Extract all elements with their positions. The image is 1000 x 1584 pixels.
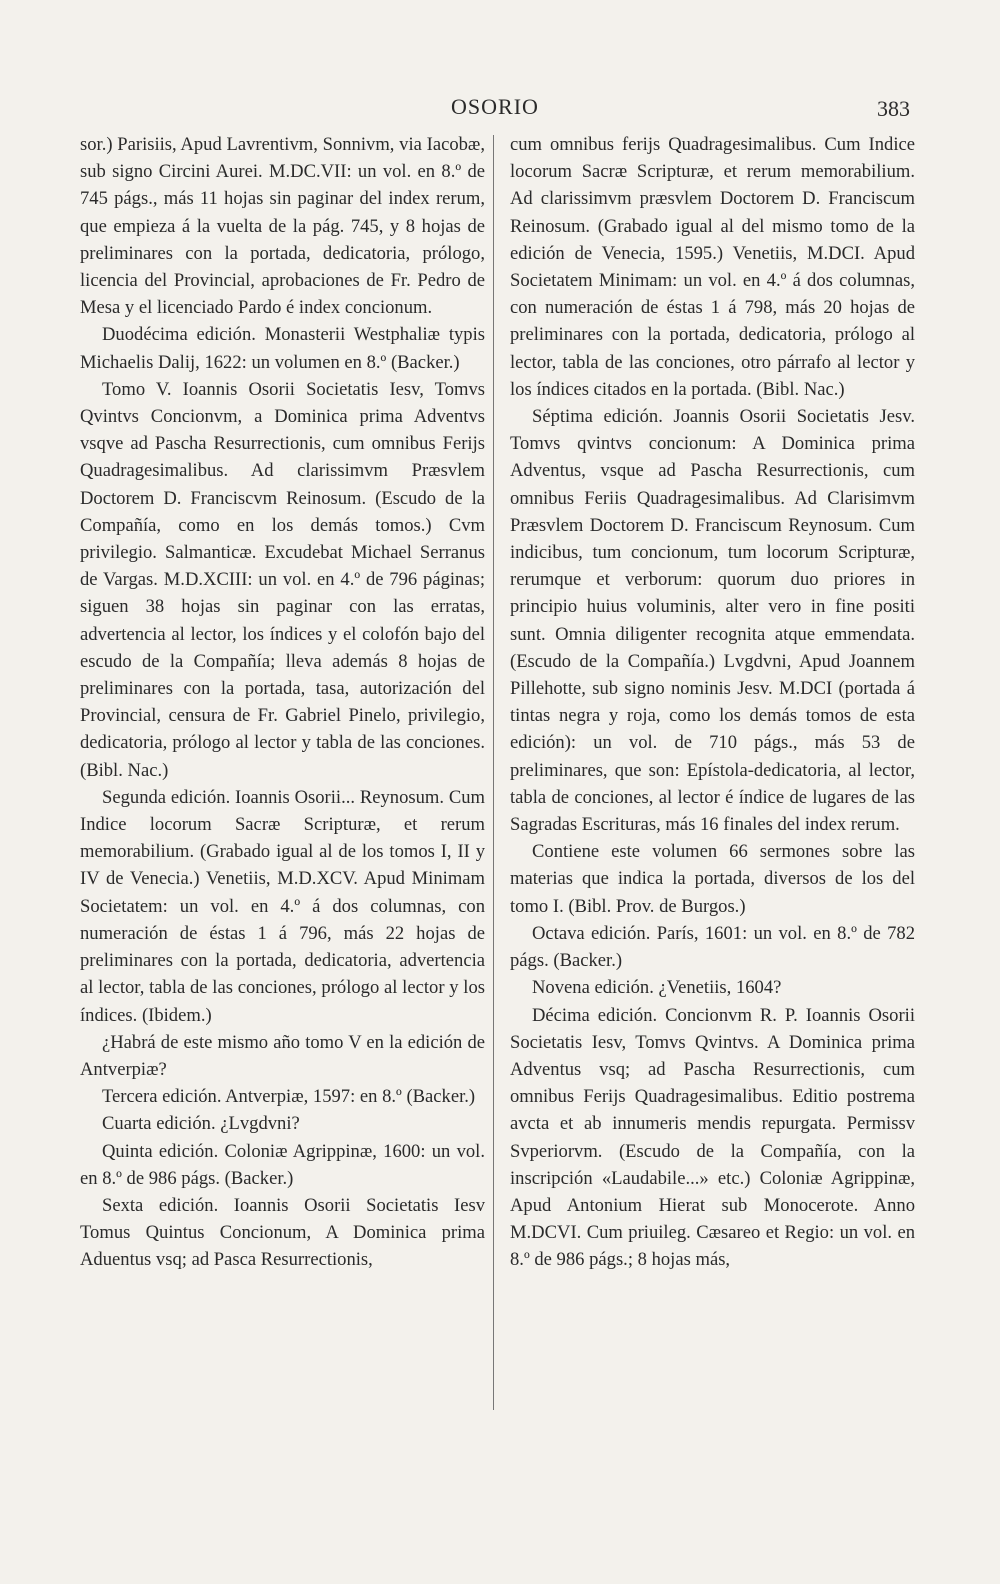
paragraph: Duodécima edición. Monasterii Westphaliæ typis Michaelis Dalij, 1622: un volumen en 8.º (Backer.) [80,324,485,373]
paragraph: Décima edición. Concionvm R. P. Ioannis Osorii Societatis Iesv, Tomvs Qvintvs. A Dominica prima Adventus vsq; ad Pascha Resurrectionis, cum omnibus Ferijs Quadragesimalibus. Editio postrema avcta et ab innumeris mendis repurgata. Permissv Svperiorvm. (Escudo de la Compañía, con la inscripción «Laudabile...» etc.) Coloniæ Agrippinæ, Apud Antonium Hierat sub Monocerote. Anno M.DCVI. Cum priuileg. Cæsareo et Regio: un vol. en 8.º de 986 págs.; 8 hojas más, [510,1004,915,1271]
page-header [80,94,910,124]
column-divider [493,135,494,1410]
paragraph: cum omnibus ferijs Quadragesimalibus. Cum Indice locorum Sacræ Scripturæ, et rerum memorabilium. Ad clarissimvm præsvlem Doctorem D. Franciscum Reinosum. (Grabado igual al del mismo tomo de la edición de Venecia, 1595.) Venetiis, M.DCI. Apud Societatem Minimam: un vol. en 4.º á dos columnas, con numeración de éstas 1 á 798, más 20 hojas de preliminares con la portada, dedicatoria, prólogo al lector, tabla de las conciones, otro párrafo al lector y los índices citados en la portada. (Bibl. Nac.) [510,134,915,400]
paragraph: Sexta edición. Ioannis Osorii Societatis Iesv Tomus Quintus Concionum, A Dominica prima Aduentus vsq; ad Pasca Resurrectionis, [80,1194,485,1271]
paragraph: Segunda edición. Ioannis Osorii... Reynosum. Cum Indice locorum Sacræ Scripturæ, et rerum memorabilium. (Grabado igual al de los tomos I, II y IV de Venecia.) Venetiis, M.D.XCV. Apud Minimam Societatem: un vol. en 4.º á dos columnas, con numeración de éstas 1 á 796, más 22 hojas de preliminares con la portada, dedicatoria, advertencia al lector, tabla de las conciones, prólogo al lector y los índices. (Ibidem.) [80,786,485,1026]
paragraph: Quinta edición. Coloniæ Agrippinæ, 1600: un vol. en 8.º de 986 págs. (Backer.) [80,1140,485,1189]
left-column [80,131,485,1274]
paragraph: Contiene este volumen 66 sermones sobre las materias que indica la portada, diversos de los del tomo I. (Bibl. Prov. de Burgos.) [510,841,915,917]
running-head: OSORIO [451,94,539,119]
paragraph: Tercera edición. Antverpiæ, 1597: en 8.º (Backer.) [102,1086,476,1108]
paragraph: Cuarta edición. ¿Lvgdvni? [102,1113,300,1135]
paragraph: Octava edición. París, 1601: un vol. en 8.º de 782 págs. (Backer.) [510,922,915,972]
paragraph: Séptima edición. Joannis Osorii Societatis Jesv. Tomvs qvintvs concionum: A Dominica prima Adventus, vsque ad Pascha Resurrectionis, cum omnibus Feriis Quadragesimalibus. Ad Clarisimvm Præsvlem Doctorem D. Franciscum Reynosum. Cum indicibus, tum concionum, tum locorum Scripturæ, rerumque et verborum: quorum duo priores in principio huius voluminis, alter vero in fine positi sunt. Omnia diligenter recognita atque emmendata. (Escudo de la Compañía.) Lvgdvni, Apud Joannem Pillehotte, sub signo nominis Jesv. M.DCI (portada á tintas negra y roja, como los demás tomos de esta edición): un vol. de 710 págs., más 53 de preliminares, que son: Epístola-dedicatoria, al lector, tabla de conciones, al lector é índice de lugares de las Sagradas Escrituras, más 16 finales del index rerum. [510,406,915,836]
paragraph: Novena edición. ¿Venetiis, 1604? [532,977,782,999]
page-number: 383 [877,96,910,121]
right-column [510,131,915,1274]
paragraph: Tomo V. Ioannis Osorii Societatis Iesv, Tomvs Qvintvs Concionvm, a Dominica prima Adventvs vsqve ad Pascha Resurrectionis, cum omnibus Ferijs Quadragesimalibus. Ad clarissimvm Præsvlem Doctorem D. Franciscvm Reinosum. (Escudo de la Compañía, como en los demás tomos.) Cvm privilegio. Salmanticæ. Excudebat Michael Serranus de Vargas. M.D.XCIII: un vol. en 4.º de 796 páginas; siguen 38 hojas sin paginar con las erratas, advertencia al lector, los índices y el colofón bajo del escudo de la Compañía; lleva además 8 hojas de preliminares con la portada, tasa, autorización del Provincial, censura de Fr. Gabriel Pinelo, privilegio, dedicatoria, prólogo al lector y tabla de las conciones. (Bibl. Nac.) [80,378,485,781]
paragraph: ¿Habrá de este mismo año tomo V en la edición de Antverpiæ? [80,1031,485,1080]
paragraph: sor.) Parisiis, Apud Lavrentivm, Sonnivm, via Iacobæ, sub signo Circini Aurei. M.DC.VII: un vol. en 8.º de 745 págs., más 11 hojas sin paginar del index rerum, que empieza á la vuelta de la pág. 745, y 8 hojas de preliminares con la portada, dedicatoria, prólogo, licencia del Provincial, aprobaciones de Fr. Pedro de Mesa y el licenciado Pardo é index concionum. [80,134,485,319]
